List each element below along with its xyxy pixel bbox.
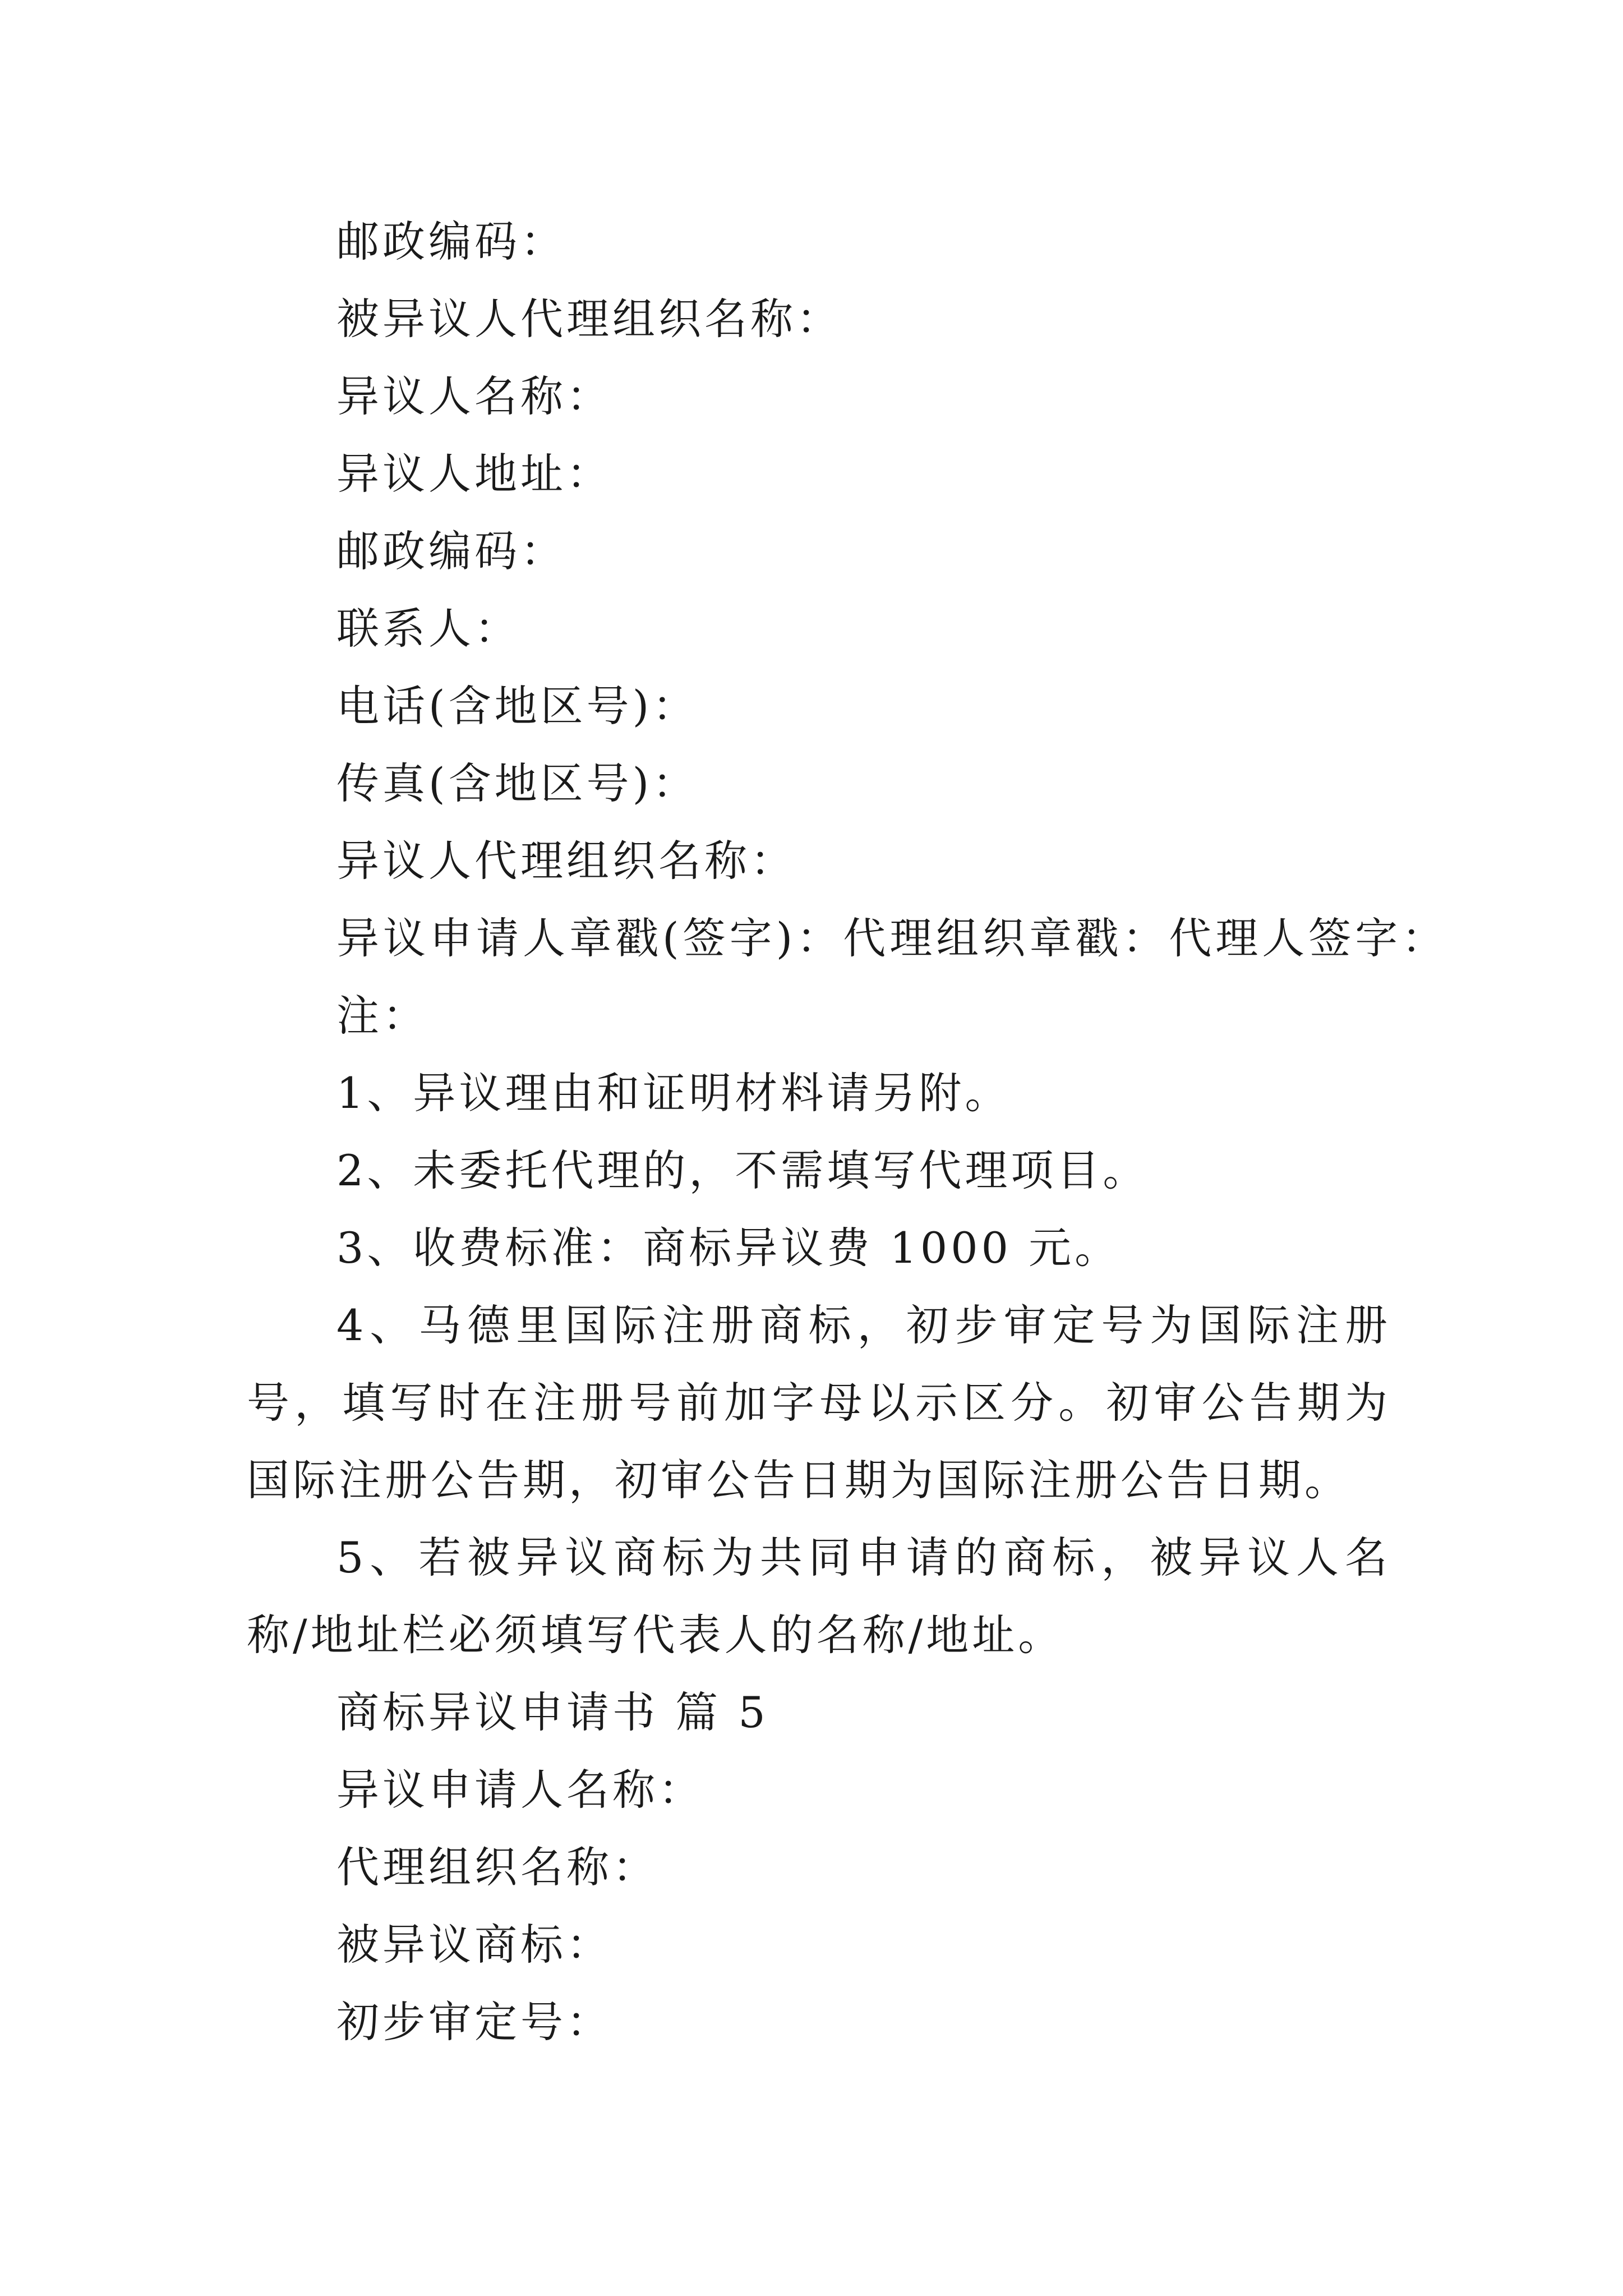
section-title: 商标异议申请书 篇 5 <box>336 1687 769 1737</box>
applicant-name-label: 异议申请人名称： <box>336 1765 704 1815</box>
postal-code-label: 邮政编码： <box>336 217 566 266</box>
note-item-2: 2、未委托代理的，不需填写代理项目。 <box>336 1145 1149 1195</box>
opponent-agency-name-label: 异议人代理组织名称： <box>336 836 796 886</box>
respondent-agency-name-label: 被异议人代理组织名称： <box>336 294 842 344</box>
notes-heading: 注： <box>336 991 428 1041</box>
fax-label: 传真(含地区号)： <box>336 758 699 808</box>
opponent-address-label: 异议人地址： <box>336 449 612 499</box>
document-body <box>247 203 1449 2061</box>
opposed-trademark-label: 被异议商标： <box>336 1920 612 1970</box>
phone-label: 电话(含地区号)： <box>336 681 699 731</box>
note-item-5: 5、若被异议商标为共同申请的商标，被异议人名称/地址栏必须填写代表人的名称/地址。 <box>247 1533 1391 1660</box>
opponent-name-label: 异议人名称： <box>336 371 612 421</box>
opponent-postal-code-label: 邮政编码： <box>336 526 566 576</box>
contact-person-label: 联系人： <box>336 604 520 654</box>
note-item-1: 1、异议理由和证明材料请另附。 <box>336 1068 1011 1118</box>
note-item-4: 4、马德里国际注册商标，初步审定号为国际注册号，填写时在注册号前加字母以示区分。初审公告期为国际注册公告期，初审公告日期为国际注册公告日期。 <box>247 1300 1391 1505</box>
agency-name-label: 代理组织名称： <box>336 1842 658 1892</box>
signature-line: 异议申请人章戳(签字)：代理组织章戳：代理人签字： <box>336 913 1449 963</box>
note-item-3: 3、收费标准：商标异议费 1000 元。 <box>336 1223 1121 1273</box>
preliminary-approval-number-label: 初步审定号： <box>336 1997 612 2047</box>
